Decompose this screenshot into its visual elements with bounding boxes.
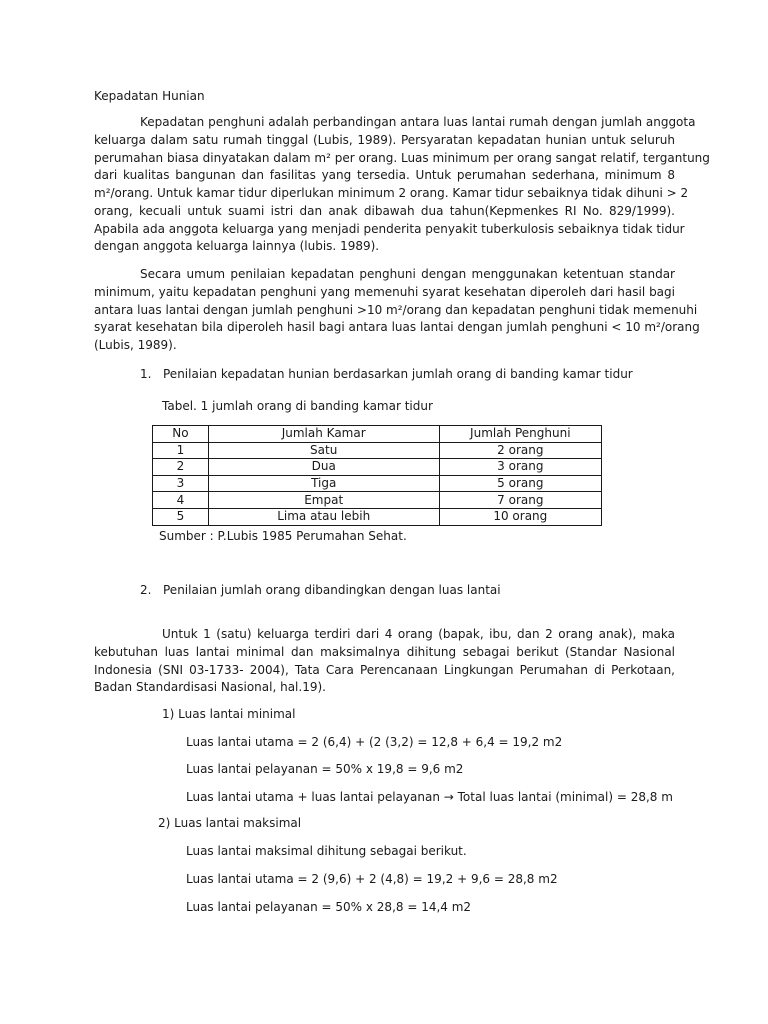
table-cell: 7 orang [439, 492, 601, 509]
table-cell: 1 [153, 442, 209, 459]
table-cell: 3 [153, 475, 209, 492]
table-cell: Lima atau lebih [208, 508, 439, 525]
table-cell: 2 orang [439, 442, 601, 459]
table-row [153, 475, 602, 492]
text-line: keluarga dalam satu rumah tinggal (Lubis, 1989). Persyaratan kepadatan hunian untuk seluruh [94, 132, 675, 147]
text-line: Secara umum penilaian kepadatan penghuni dengan menggunakan ketentuan standar [140, 267, 675, 281]
text-line: syarat kesehatan bila diperoleh hasil bagi antara luas lantai dengan jumlah penghuni < 10 m²/orang [94, 320, 700, 335]
text-line: perumahan biasa dinyatakan dalam m² per orang. Luas minimum per orang sangat relatif, tergantung [94, 150, 710, 165]
text-line: Indonesia (SNI 03-1733- 2004), Tata Cara Perencanaan Lingkungan Perumahan di Perkotaan, [94, 662, 675, 677]
table-row [153, 492, 602, 509]
table-cell: Empat [208, 492, 439, 509]
text-line: minimum, yaitu kepadatan penghuni yang memenuhi syarat kesehatan diperoleh dari hasil bagi [94, 284, 675, 299]
subsection-title: 1) Luas lantai minimal [162, 707, 296, 721]
column-header: Jumlah Kamar [208, 426, 439, 443]
formula-line: Luas lantai utama + luas lantai pelayanan → Total luas lantai (minimal) = 28,8 m [186, 790, 673, 804]
paragraph-kepadatan-penghuni [94, 114, 710, 256]
table-row [153, 508, 602, 525]
table-caption: Tabel. 1 jumlah orang di banding kamar tidur [162, 399, 433, 413]
column-header: No [153, 426, 209, 443]
subsection-title: 2) Luas lantai maksimal [158, 816, 302, 830]
list-item-title: Penilaian kepadatan hunian berdasarkan jumlah orang di banding kamar tidur [163, 367, 633, 381]
list-number: 1. [140, 367, 152, 381]
text-line: antara luas lantai dengan jumlah penghuni >10 m²/orang dan kepadatan penghuni tidak memenuhi [94, 302, 698, 317]
text-line: dari kualitas bangunan dan fasilitas yang tersedia. Untuk perumahan sederhana, minimum 8 [94, 168, 675, 183]
formula-line: Luas lantai pelayanan = 50% x 19,8 = 9,6 m2 [186, 762, 464, 776]
text-line: Kepadatan penghuni adalah perbandingan antara luas lantai rumah dengan jumlah anggota [140, 115, 696, 129]
table-cell: 3 orang [439, 459, 601, 476]
formula-line: Luas lantai maksimal dihitung sebagai berikut. [186, 844, 467, 858]
text-line: orang, kecuali untuk suami istri dan anak dibawah dua tahun(Kepmenkes RI No. 829/1999). [94, 203, 675, 218]
text-line: kebutuhan luas lantai minimal dan maksimalnya dihitung sebagai berikut (Standar Nasional [94, 644, 675, 659]
paragraph-kebutuhan-luas-lantai [94, 626, 675, 697]
occupancy-table [152, 425, 602, 526]
list-item-title: Penilaian jumlah orang dibandingkan dengan luas lantai [163, 583, 501, 597]
table-cell: Tiga [208, 475, 439, 492]
column-header: Jumlah Penghuni [439, 426, 601, 443]
table-cell: 10 orang [439, 508, 601, 525]
text-line: Untuk 1 (satu) keluarga terdiri dari 4 orang (bapak, ibu, dan 2 orang anak), maka [162, 627, 675, 641]
paragraph-penilaian-umum [94, 266, 700, 355]
text-line: (Lubis, 1989). [94, 338, 177, 352]
table-row [153, 442, 602, 459]
formula-line: Luas lantai pelayanan = 50% x 28,8 = 14,4 m2 [186, 900, 472, 914]
text-line: m²/orang. Untuk kamar tidur diperlukan minimum 2 orang. Kamar tidur sebaiknya tidak dihuni > 2 [94, 186, 689, 200]
table-cell: 5 [153, 508, 209, 525]
text-line: dengan anggota keluarga lainnya (lubis. 1989). [94, 239, 380, 254]
table-header-row [153, 426, 602, 443]
table-source: Sumber : P.Lubis 1985 Perumahan Sehat. [159, 529, 407, 543]
formula-line: Luas lantai utama = 2 (6,4) + (2 (3,2) = 12,8 + 6,4 = 19,2 m2 [186, 735, 563, 749]
page-title: Kepadatan Hunian [94, 89, 205, 103]
table-cell: 2 [153, 459, 209, 476]
text-line: Badan Standardisasi Nasional, hal.19). [94, 680, 326, 695]
table-cell: 4 [153, 492, 209, 509]
table-cell: Dua [208, 459, 439, 476]
table-cell: 5 orang [439, 475, 601, 492]
list-number: 2. [140, 583, 152, 597]
formula-line: Luas lantai utama = 2 (9,6) + 2 (4,8) = 19,2 + 9,6 = 28,8 m2 [186, 872, 558, 886]
table-cell: Satu [208, 442, 439, 459]
text-line: Apabila ada anggota keluarga yang menjadi penderita penyakit tuberkulosis sebaiknya tidak tidur [94, 221, 685, 236]
table-row [153, 459, 602, 476]
